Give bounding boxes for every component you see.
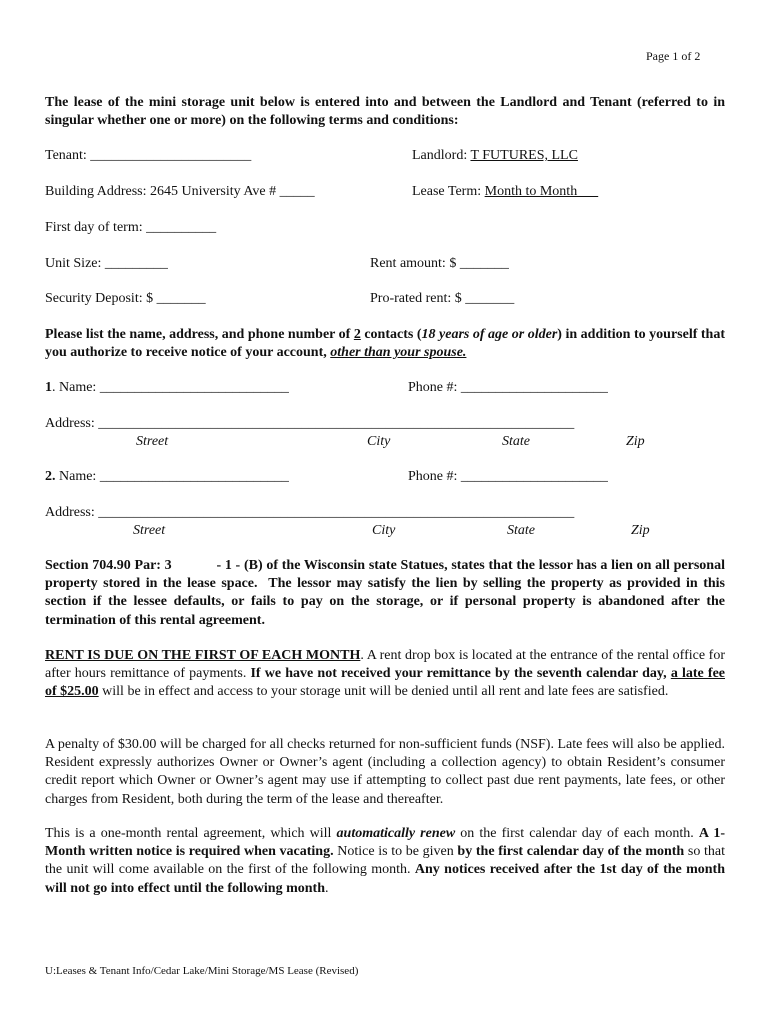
tenant-field bbox=[45, 147, 251, 165]
contact-1-number: 1 bbox=[45, 380, 52, 395]
rent-amount-field: Rent amount: $ _______ bbox=[370, 256, 509, 271]
landlord-value: T FUTURES, LLC bbox=[470, 148, 578, 163]
contact-1-zip-caption: Zip bbox=[626, 434, 645, 449]
spouse-exclusion: other than your spouse. bbox=[330, 345, 467, 361]
contact-1-address: Address: ____________________________________________________________________ bbox=[45, 416, 575, 431]
notice-deadline: by the first calendar day of the month bbox=[457, 844, 685, 860]
landlord-field bbox=[412, 147, 578, 165]
renewal-text-5: . bbox=[325, 880, 329, 896]
instruction-text-3: ) in addition to yourself that you authorize to receive notice of your account, bbox=[45, 327, 725, 361]
building-address-field: Building Address: 2645 University Ave # _____ bbox=[45, 184, 315, 199]
contact-2-number: 2. bbox=[45, 469, 56, 484]
contacts-instruction bbox=[45, 326, 725, 362]
tenant-blank: _______________________ bbox=[90, 148, 252, 163]
prorated-rent-field: Pro-rated rent: $ _______ bbox=[370, 291, 515, 306]
landlord-label: Landlord: bbox=[412, 148, 468, 163]
instruction-text-2: contacts ( bbox=[360, 327, 422, 342]
contact-1-name-label: . Name: ___________________________ bbox=[52, 380, 289, 395]
contact-2-name bbox=[45, 468, 289, 486]
unit-size-field: Unit Size: _________ bbox=[45, 256, 168, 271]
rent-due-text-1: . A rent drop box is located at the entrance of the rental office for after hours remittance of payments. bbox=[45, 648, 725, 682]
renewal-text-2: on the first calendar day of each month. bbox=[455, 826, 699, 841]
lease-term-label: Lease Term: bbox=[412, 184, 482, 199]
file-path-footer: U:Leases & Tenant Info/Cedar Lake/Mini Storage/MS Lease (Revised) bbox=[45, 965, 359, 977]
contact-2-phone: Phone #: _____________________ bbox=[408, 469, 608, 484]
first-day-field: First day of term: __________ bbox=[45, 220, 217, 235]
contact-2-street-caption: Street bbox=[133, 523, 166, 538]
tenant-label: Tenant: bbox=[45, 148, 87, 163]
contact-1-phone: Phone #: _____________________ bbox=[408, 380, 608, 395]
renewal-text-1: This is a one-month rental agreement, which will bbox=[45, 826, 337, 841]
lease-term-value: Month to Month bbox=[484, 184, 599, 199]
renewal-text-3: Notice is to be given bbox=[333, 844, 458, 860]
contact-2-city-caption: City bbox=[372, 523, 396, 538]
late-fee-amount: a late fee of $25.00 bbox=[45, 666, 726, 700]
late-notice-rule: Any notices received after the 1st day of the month will not go into effect until the following month bbox=[45, 862, 725, 896]
contact-1-city-caption: City bbox=[367, 434, 391, 449]
page-number: Page 1 of 2 bbox=[646, 49, 701, 63]
notice-requirement: A 1-Month written notice is required when vacating. bbox=[45, 826, 726, 860]
statute-paragraph: Section 704.90 Par: 3 - 1 - (B) of the Wisconsin state Statues, states that the lessor has a lien on all personal property stored in the lease space. The lessor may satisfy the lien by selling the property as provided in this section if the lessee defaults, or fails to pay on the storage, or if personal property is abandoned after the termination of this rental agreement. bbox=[45, 558, 729, 628]
contact-1-name bbox=[45, 379, 289, 397]
renewal-paragraph bbox=[45, 825, 725, 898]
contact-2-address: Address: ____________________________________________________________________ bbox=[45, 505, 575, 520]
auto-renew-term: automatically renew bbox=[336, 826, 456, 841]
rent-due-paragraph bbox=[45, 647, 725, 702]
renewal-text-4: so that the unit will come available on the first of the following month. bbox=[45, 844, 725, 878]
rent-due-deadline: If we have not received your remittance by the seventh calendar day, bbox=[250, 666, 671, 682]
security-deposit-field: Security Deposit: $ _______ bbox=[45, 291, 206, 306]
contact-2-name-label: Name: ___________________________ bbox=[55, 469, 289, 484]
age-requirement: 18 years of age or older bbox=[421, 327, 558, 342]
contact-count: 2 bbox=[353, 327, 361, 342]
contact-2-zip-caption: Zip bbox=[631, 523, 650, 538]
rent-due-text-2: will be in effect and access to your storage unit will be denied until all rent and late fees are satisfied. bbox=[98, 684, 669, 700]
contact-1-state-caption: State bbox=[502, 434, 530, 449]
intro-paragraph: The lease of the mini storage unit below is entered into and between the Landlord and Tenant (referred to in singular whether one or more) on the following terms and conditions: bbox=[45, 95, 725, 129]
contact-1-street-caption: Street bbox=[136, 434, 169, 449]
nsf-penalty-paragraph: A penalty of $30.00 will be charged for all checks returned for non-sufficient funds (NSF). Late fees will also be applied. Resident expressly authorizes Owner or Owner’s agent (including a collection agency) to obtain Resident’s consumer credit report which Owner or Owner’s agent may use if attempting to collect past due rent payments, late fees, or other charges from Resident, both during the term of the lease and thereafter. bbox=[45, 737, 725, 807]
lease-term-field bbox=[412, 183, 598, 201]
instruction-text-1: Please list the name, address, and phone number of bbox=[45, 327, 354, 342]
rent-due-heading: RENT IS DUE ON THE FIRST OF EACH MONTH bbox=[45, 648, 361, 663]
contact-2-state-caption: State bbox=[507, 523, 535, 538]
